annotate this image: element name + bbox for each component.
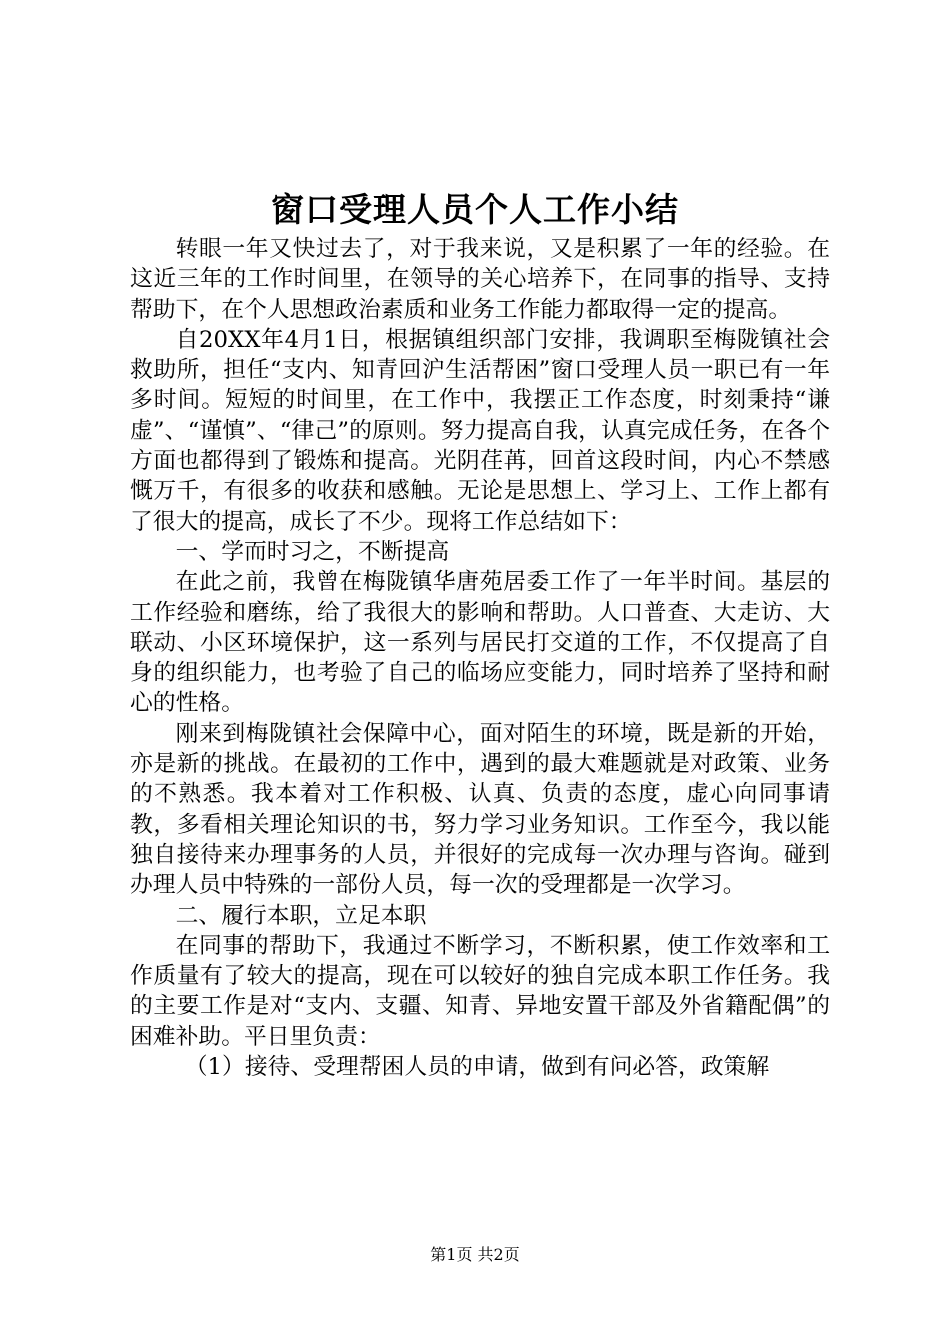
- paragraph-duties: 在同事的帮助下，我通过不断学习，不断积累，使工作效率和工作质量有了较大的提高，现在可以较好的独自完成本职工作任务。我的主要工作是对“支内、支疆、知青、异地安置干部及外省籍配偶”的困难补助。平日里负责：: [130, 932, 830, 1050]
- paragraph-new-challenge: 刚来到梅陇镇社会保障中心，面对陌生的环境，既是新的开始，亦是新的挑战。在最初的工作中，遇到的最大难题就是对政策、业务的不熟悉。我本着对工作积极、认真、负责的态度，虚心向同事请教，多看相关理论知识的书，努力学习业务知识。工作至今，我以能独自接待来办理事务的人员，并很好的完成每一次办理与咨询。碰到办理人员中特殊的一部份人员，每一次的受理都是一次学习。: [130, 720, 830, 899]
- section-heading-2: 二、履行本职，立足本职: [175, 902, 427, 929]
- document-title: 窗口受理人员个人工作小结: [271, 190, 679, 229]
- section-heading-1: 一、学而时习之，不断提高: [175, 538, 450, 565]
- paragraph-intro: 转眼一年又快过去了，对于我来说，又是积累了一年的经验。在这近三年的工作时间里，在领导的关心培养下，在同事的指导、支持帮助下，在个人思想政治素质和业务工作能力都取得一定的提高。: [130, 236, 830, 323]
- list-item-duty-1: （1）接待、受理帮困人员的申请，做到有问必答，政策解: [184, 1054, 770, 1081]
- paragraph-background: 自20XX年4月1日，根据镇组织部门安排，我调职至梅陇镇社会救助所，担任“支内、知青回沪生活帮困”窗口受理人员一职已有一年多时间。短短的时间里，在工作中，我摆正工作态度，时刻秉持“谦虚”、“谨慎”、“律己”的原则。努力提高自我，认真完成任务，在各个方面也都得到了锻炼和提高。光阴荏苒，回首这段时间，内心不禁感慨万千，有很多的收获和感触。无论是思想上、学习上、工作上都有了很大的提高，成长了不少。现将工作总结如下：: [130, 326, 830, 535]
- paragraph-previous-work: 在此之前，我曾在梅陇镇华唐苑居委工作了一年半时间。基层的工作经验和磨练，给了我很大的影响和帮助。人口普查、大走访、大联动、小区环境保护，这一系列与居民打交道的工作，不仅提高了自身的组织能力，也考验了自己的临场应变能力，同时培养了坚持和耐心的性格。: [130, 569, 830, 717]
- page-footer: 第1页 共2页: [430, 1245, 520, 1264]
- document-body: [130, 234, 830, 1082]
